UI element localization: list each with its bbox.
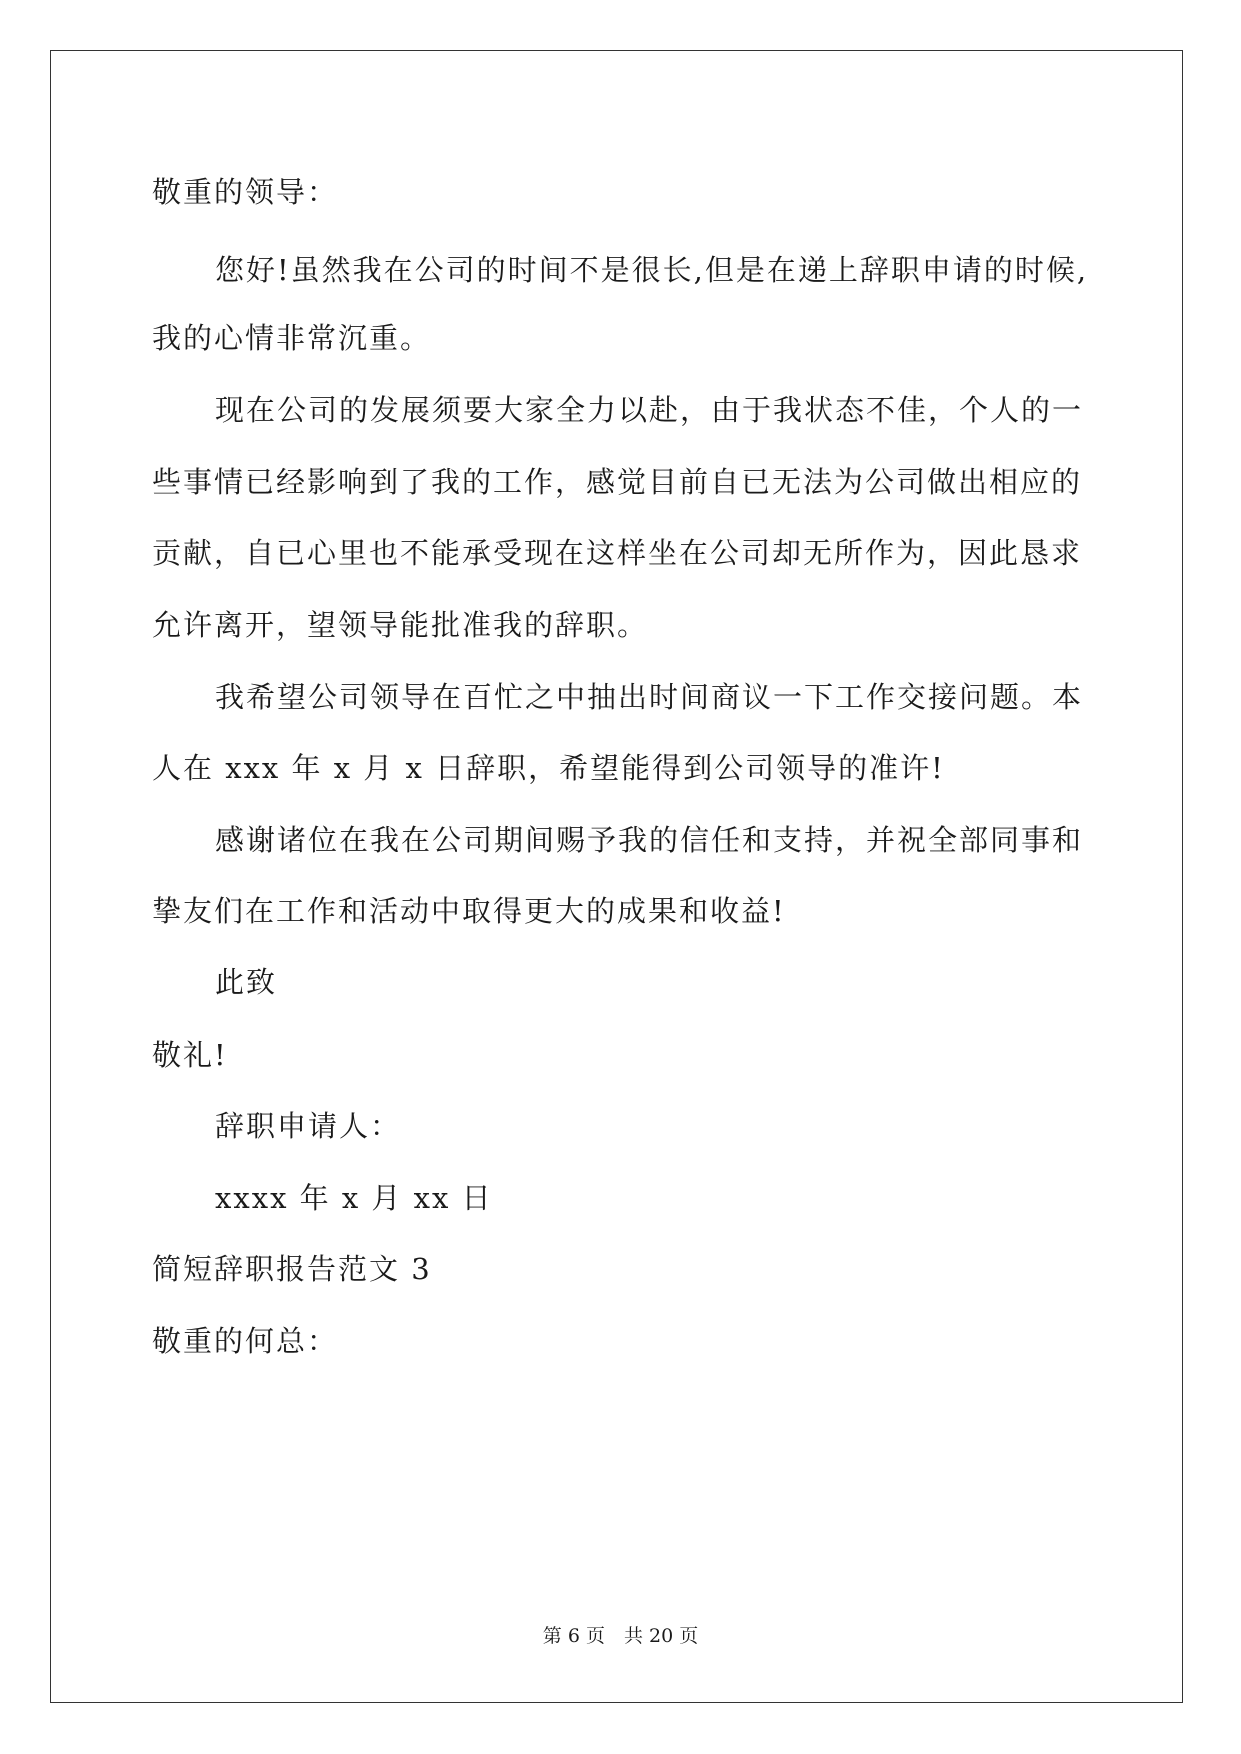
page-number-footer: 第 6 页 共 20 页	[542, 1625, 699, 1647]
body-line-1: 您好!虽然我在公司的时间不是很长,但是在递上辞职申请的时候,	[215, 253, 1089, 287]
body-line-3: 现在公司的发展须要大家全力以赴，由于我状态不佳，个人的一	[215, 393, 1084, 427]
body-line-9: 感谢诸位在我在公司期间赐予我的信任和支持，并祝全部同事和	[215, 823, 1084, 857]
body-line-8: 人在 xxx 年 x 月 x 日辞职，希望能得到公司领导的准许!	[152, 751, 945, 785]
body-line-4: 些事情已经影响到了我的工作，感觉目前自已无法为公司做出相应的	[152, 465, 1083, 499]
salutation: 敬重的领导：	[152, 175, 339, 209]
body-line-5: 贡献，自已心里也不能承受现在这样坐在公司却无所作为，因此恳求	[152, 536, 1083, 570]
closing-cizhi: 此致	[215, 965, 278, 999]
body-line-7: 我希望公司领导在百忙之中抽出时间商议一下工作交接问题。本	[215, 680, 1084, 714]
closing-jingli: 敬礼!	[152, 1038, 228, 1072]
body-line-2: 我的心情非常沉重。	[152, 321, 432, 355]
applicant-label: 辞职申请人：	[215, 1109, 402, 1143]
body-line-10: 挚友们在工作和活动中取得更大的成果和收益!	[152, 894, 786, 928]
body-line-6: 允许离开，望领导能批准我的辞职。	[152, 608, 649, 642]
next-salutation: 敬重的何总：	[152, 1324, 339, 1358]
date-line: xxxx 年 x 月 xx 日	[215, 1181, 493, 1215]
section-title: 简短辞职报告范文 3	[152, 1252, 432, 1286]
page-border	[50, 50, 1183, 1703]
